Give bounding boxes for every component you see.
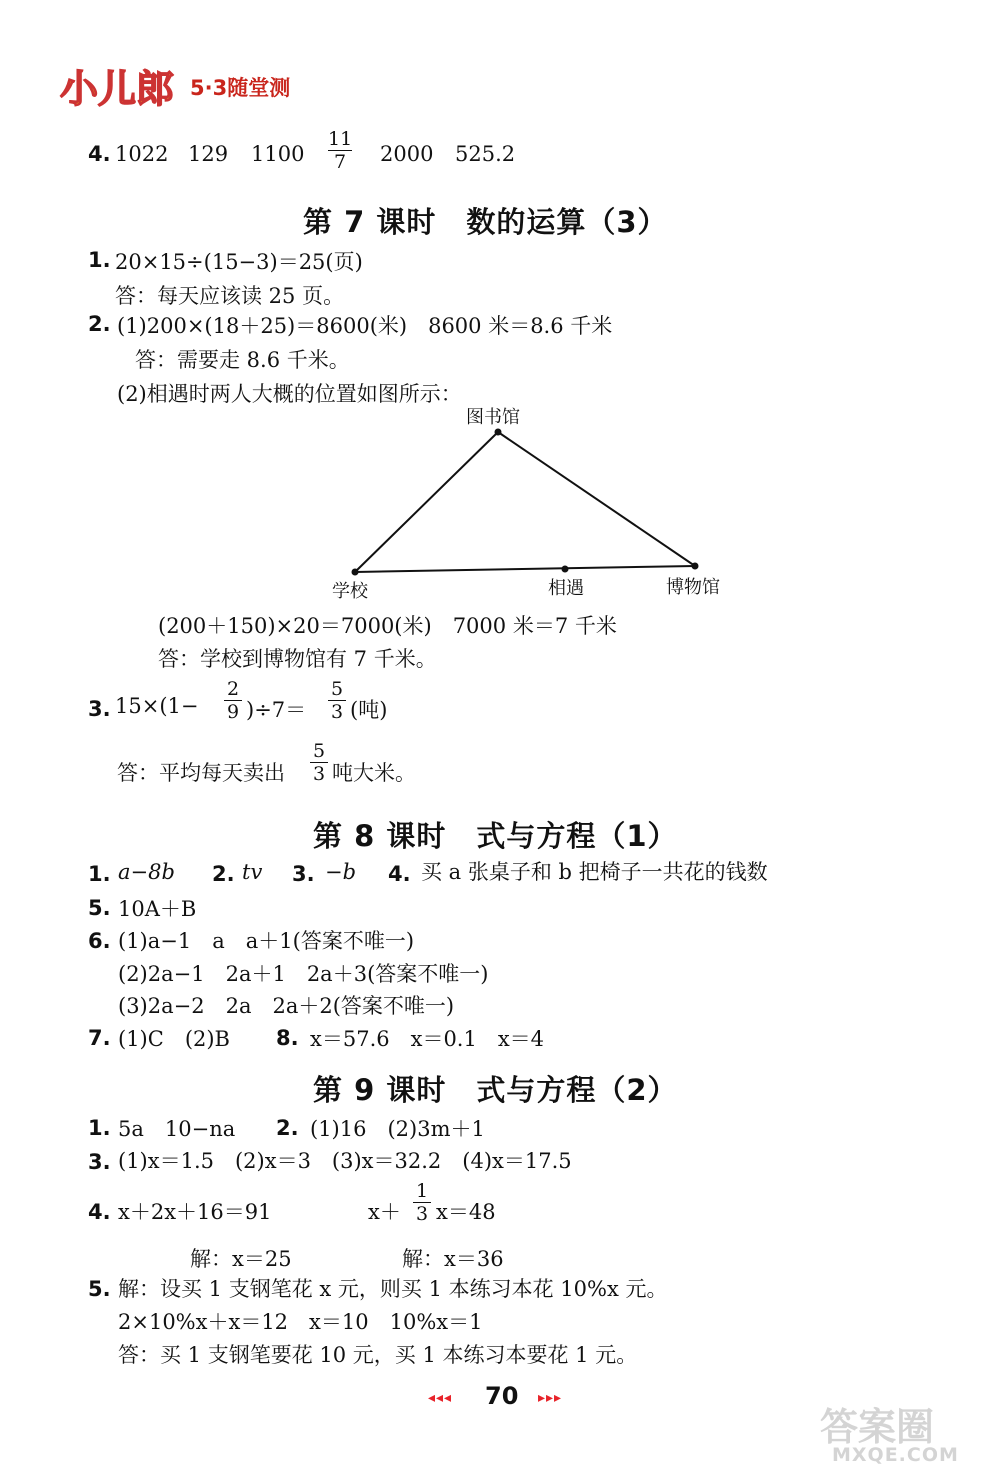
series-name: 5·3随堂测	[190, 76, 291, 100]
q3-answer: 答：平均每天卖出	[117, 761, 285, 785]
q2-distance-calc: (200＋150)×20＝7000(米) 7000 米＝7 千米	[158, 614, 617, 638]
logo: 小儿郎	[60, 67, 175, 111]
page-number: 70	[485, 1382, 519, 1410]
point-meet	[562, 566, 569, 573]
q1-equation: 20×15÷(15−3)＝25(页)	[115, 250, 363, 274]
edge-library-school	[355, 432, 498, 572]
fraction-5-3-answer: 5 3	[310, 740, 328, 785]
meeting-diagram	[330, 400, 750, 600]
label-meet: 相遇	[548, 578, 584, 599]
label-museum: 博物馆	[666, 577, 720, 598]
page-arrows-left: ◂◂◂	[428, 1390, 453, 1406]
edge-school-museum	[355, 566, 695, 572]
point-library	[495, 429, 502, 436]
fraction-2-9: 2 9	[224, 678, 242, 723]
point-museum	[692, 563, 699, 570]
label-library: 图书馆	[466, 407, 520, 428]
q2-answer: 答：需要走 8.6 千米。	[135, 348, 350, 372]
section-title-9: 第 9 课时 式与方程（2）	[313, 1073, 678, 1107]
q2-part2: (2)相遇时两人大概的位置如图所示：	[117, 382, 462, 406]
q2-distance-answer: 答：学校到博物馆有 7 千米。	[158, 647, 437, 671]
fraction-1-3: 1 3	[413, 1180, 431, 1225]
point-school	[352, 569, 359, 576]
q1-answer: 答：每天应该读 25 页。	[115, 284, 345, 308]
fraction-5-3: 5 3	[328, 678, 346, 723]
fraction-11-7: 11 7	[328, 128, 353, 173]
watermark-logo: 答案圈	[820, 1405, 935, 1449]
q2-equation: (1)200×(18＋25)＝8600(米) 8600 米＝8.6 千米	[117, 314, 613, 338]
label-school: 学校	[332, 581, 368, 602]
page-arrows-right: ▸▸▸	[538, 1390, 563, 1406]
watermark-url: MXQE.COM	[832, 1444, 959, 1466]
edge-library-museum	[498, 432, 695, 566]
section-title-8: 第 8 课时 式与方程（1）	[313, 819, 678, 853]
section-title-7: 第 7 课时 数的运算（3）	[303, 205, 668, 239]
